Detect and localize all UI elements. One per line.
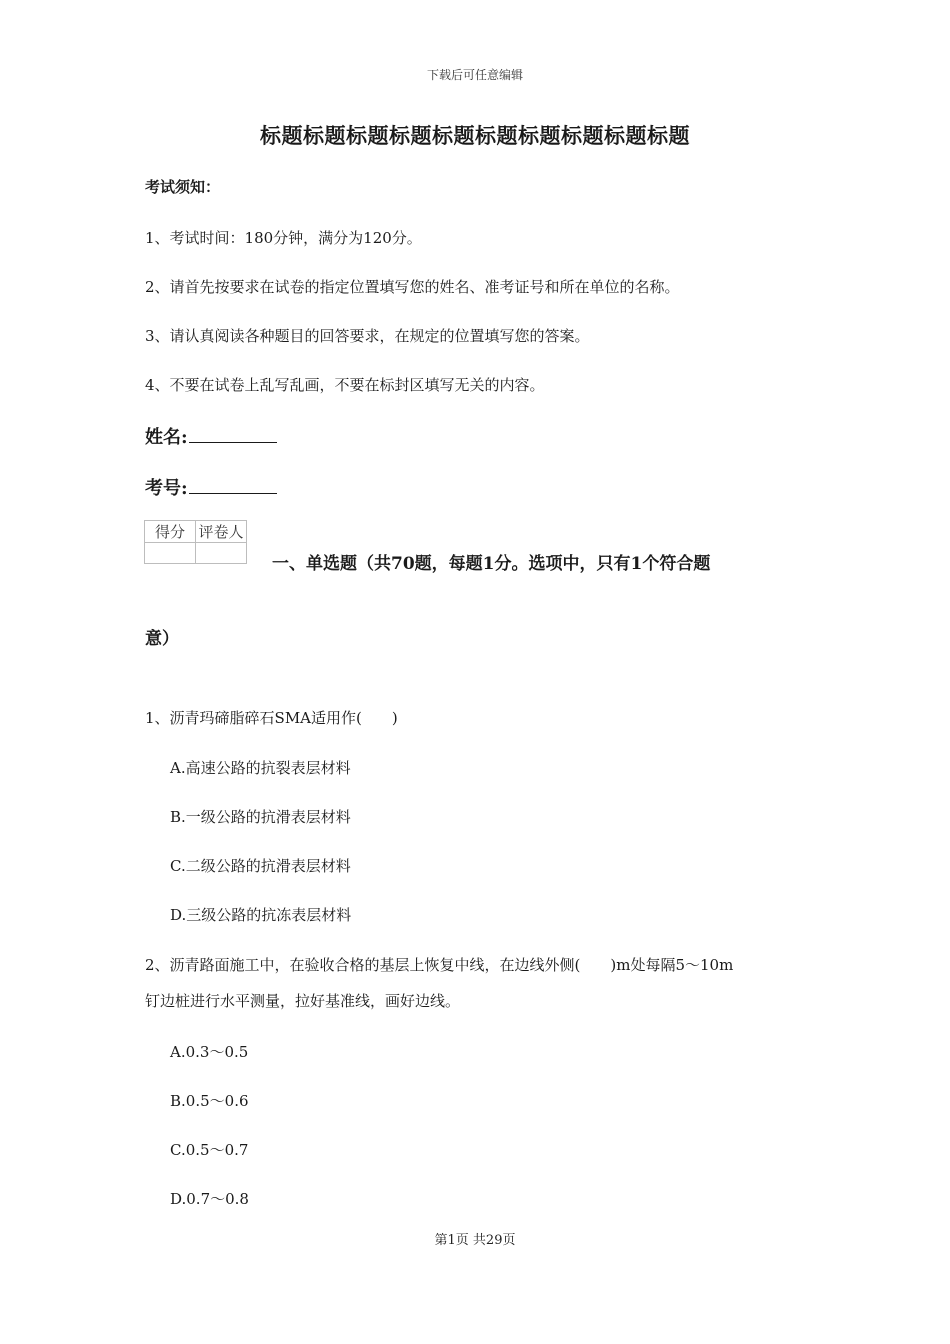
grader-cell[interactable] [196, 543, 247, 564]
question-stem: 1、沥青玛碲脂碎石SMA适用作( ) [145, 709, 398, 727]
exam-id-blank-line[interactable] [189, 475, 277, 494]
name-field [145, 423, 277, 449]
document-title: 标题标题标题标题标题标题标题标题标题标题 [260, 123, 690, 148]
notice-item: 3、请认真阅读各种题目的回答要求，在规定的位置填写您的答案。 [145, 327, 590, 345]
section-title: 一、单选题（共70题，每题1分。选项中，只有1个符合题 [272, 554, 711, 574]
question-option[interactable]: C.0.5～0.7 [170, 1141, 249, 1159]
section-title-continued: 意） [145, 629, 179, 649]
question-option[interactable]: A.0.3～0.5 [170, 1043, 249, 1061]
notice-item: 2、请首先按要求在试卷的指定位置填写您的姓名、准考证号和所在单位的名称。 [145, 278, 680, 296]
question-option[interactable]: B.0.5～0.6 [170, 1092, 249, 1110]
question-option[interactable]: D.0.7～0.8 [170, 1190, 249, 1208]
question-stem: 2、沥青路面施工中，在验收合格的基层上恢复中线，在边线外侧( )m处每隔5～10m [145, 956, 734, 974]
notice-item: 4、不要在试卷上乱写乱画，不要在标封区填写无关的内容。 [145, 376, 545, 394]
question-option[interactable]: D.三级公路的抗冻表层材料 [170, 906, 352, 924]
question-option[interactable]: B.一级公路的抗滑表层材料 [170, 808, 351, 826]
question-option[interactable]: C.二级公路的抗滑表层材料 [170, 857, 351, 875]
score-box [144, 520, 247, 564]
notice-item: 1、考试时间：180分钟，满分为120分。 [145, 229, 422, 247]
notice-heading: 考试须知： [145, 178, 221, 196]
question-stem-continued: 钉边桩进行水平测量，拉好基准线，画好边线。 [145, 992, 461, 1010]
name-label: 姓名: [145, 427, 188, 448]
score-header: 得分 [145, 521, 196, 543]
page-number: 第1页 共29页 [434, 1233, 516, 1248]
header-note: 下载后可任意编辑 [426, 68, 523, 82]
grader-header: 评卷人 [196, 521, 247, 543]
exam-id-label: 考号: [145, 478, 188, 499]
score-cell[interactable] [145, 543, 196, 564]
name-blank-line[interactable] [189, 424, 277, 443]
question-option[interactable]: A.高速公路的抗裂表层材料 [170, 759, 351, 777]
exam-id-field [145, 474, 277, 500]
